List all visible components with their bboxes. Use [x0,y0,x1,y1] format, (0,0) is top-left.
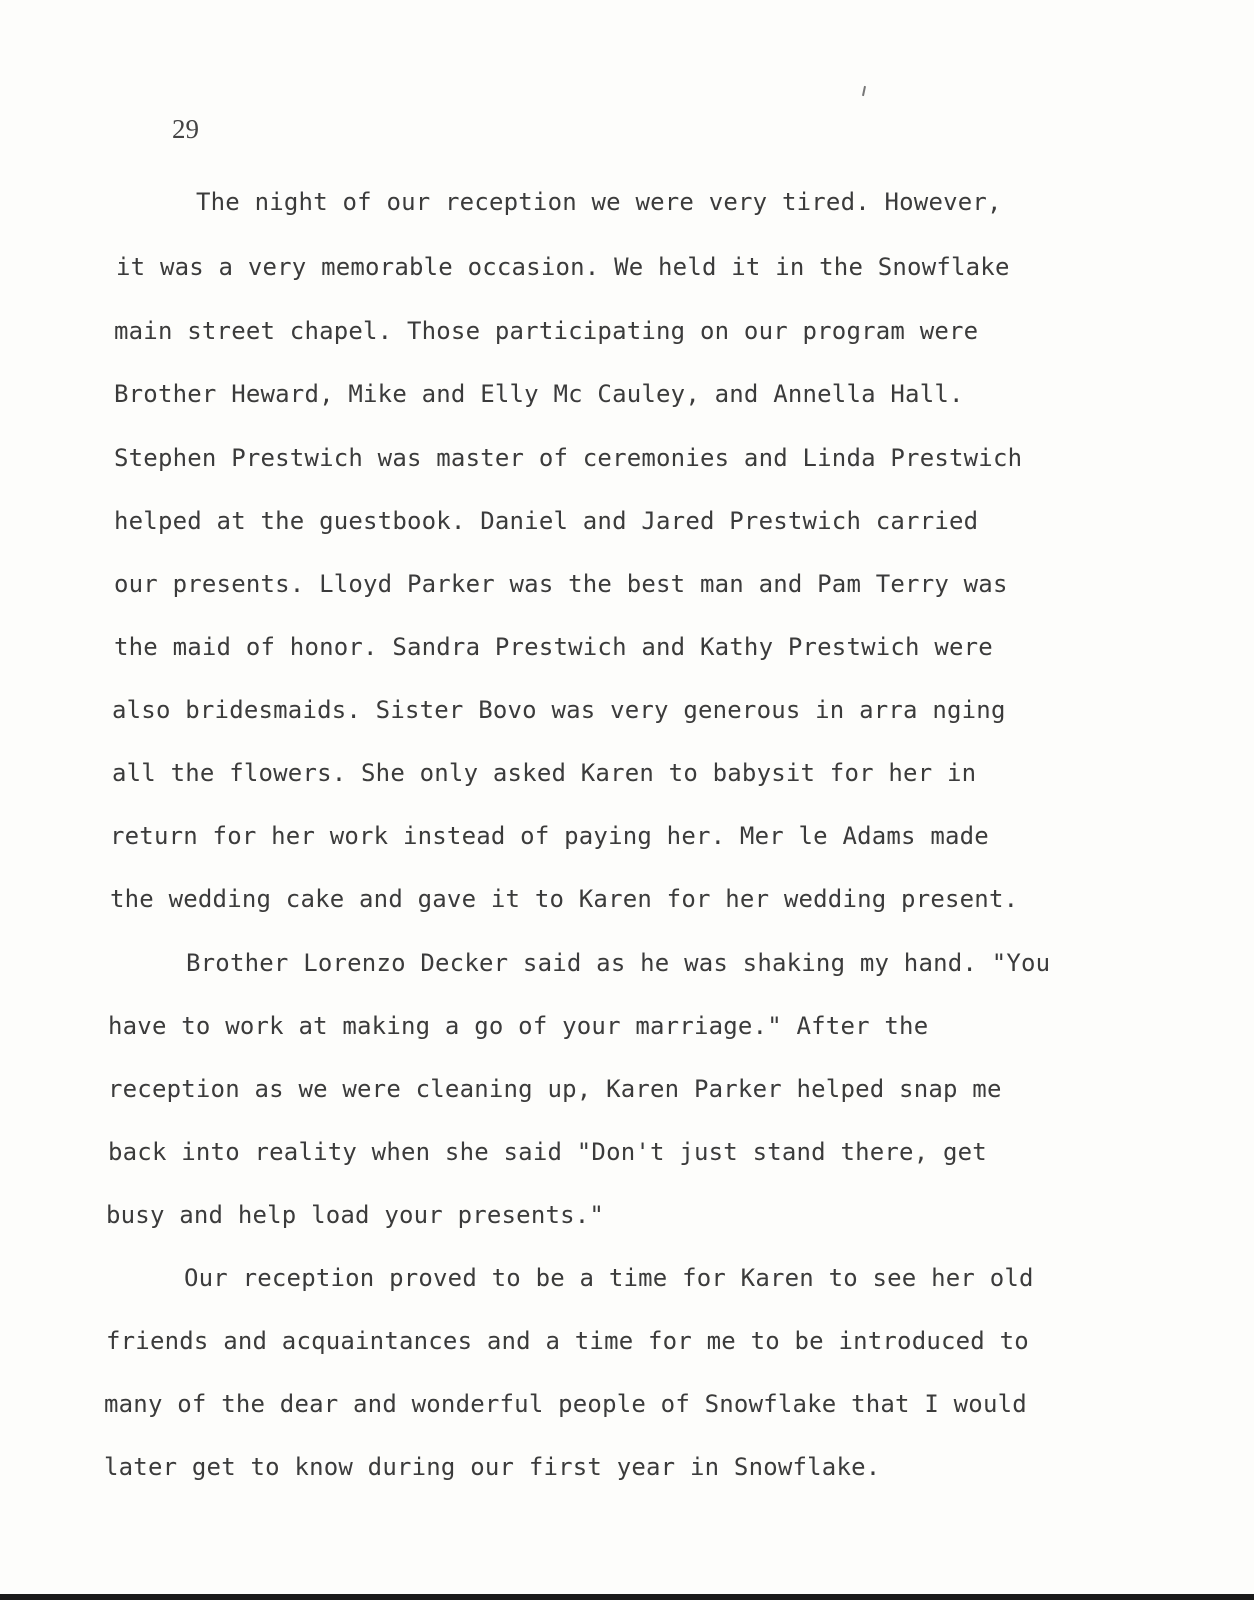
text-line: main street chapel. Those participating on our program were [114,317,979,345]
text-line: many of the dear and wonderful people of Snowflake that I would [104,1390,1027,1418]
text-line: Brother Heward, Mike and Elly Mc Cauley, and Annella Hall. [114,380,964,408]
text-line: friends and acquaintances and a time for me to be introduced to [106,1327,1029,1355]
text-line: Brother Lorenzo Decker said as he was shaking my hand. "You [186,949,1051,977]
text-line: busy and help load your presents." [106,1201,605,1229]
text-line: all the flowers. She only asked Karen to babysit for her in [112,759,977,787]
text-line: Stephen Prestwich was master of ceremonies and Linda Prestwich [114,444,1023,472]
text-line: the wedding cake and gave it to Karen for her wedding present. [110,885,1019,913]
stray-ink-mark [862,86,866,96]
text-line: reception as we were cleaning up, Karen Parker helped snap me [108,1075,1002,1103]
text-line: return for her work instead of paying her. Mer le Adams made [110,822,989,850]
text-line: Our reception proved to be a time for Karen to see her old [184,1264,1034,1292]
text-line: helped at the guestbook. Daniel and Jared Prestwich carried [114,507,979,535]
text-line: the maid of honor. Sandra Prestwich and Kathy Prestwich were [114,633,993,661]
text-line: have to work at making a go of your marriage." After the [108,1012,929,1040]
text-line: it was a very memorable occasion. We held it in the Snowflake [116,253,1010,281]
text-line: later get to know during our first year in Snowflake. [104,1453,881,1481]
text-line: also bridesmaids. Sister Bovo was very generous in arra nging [112,696,1006,724]
scan-bottom-edge [0,1594,1254,1600]
text-line: our presents. Lloyd Parker was the best man and Pam Terry was [114,570,1008,598]
text-line: back into reality when she said "Don't just stand there, get [108,1138,987,1166]
page-number: 29 [172,114,199,144]
text-line: The night of our reception we were very tired. However, [196,188,1002,216]
